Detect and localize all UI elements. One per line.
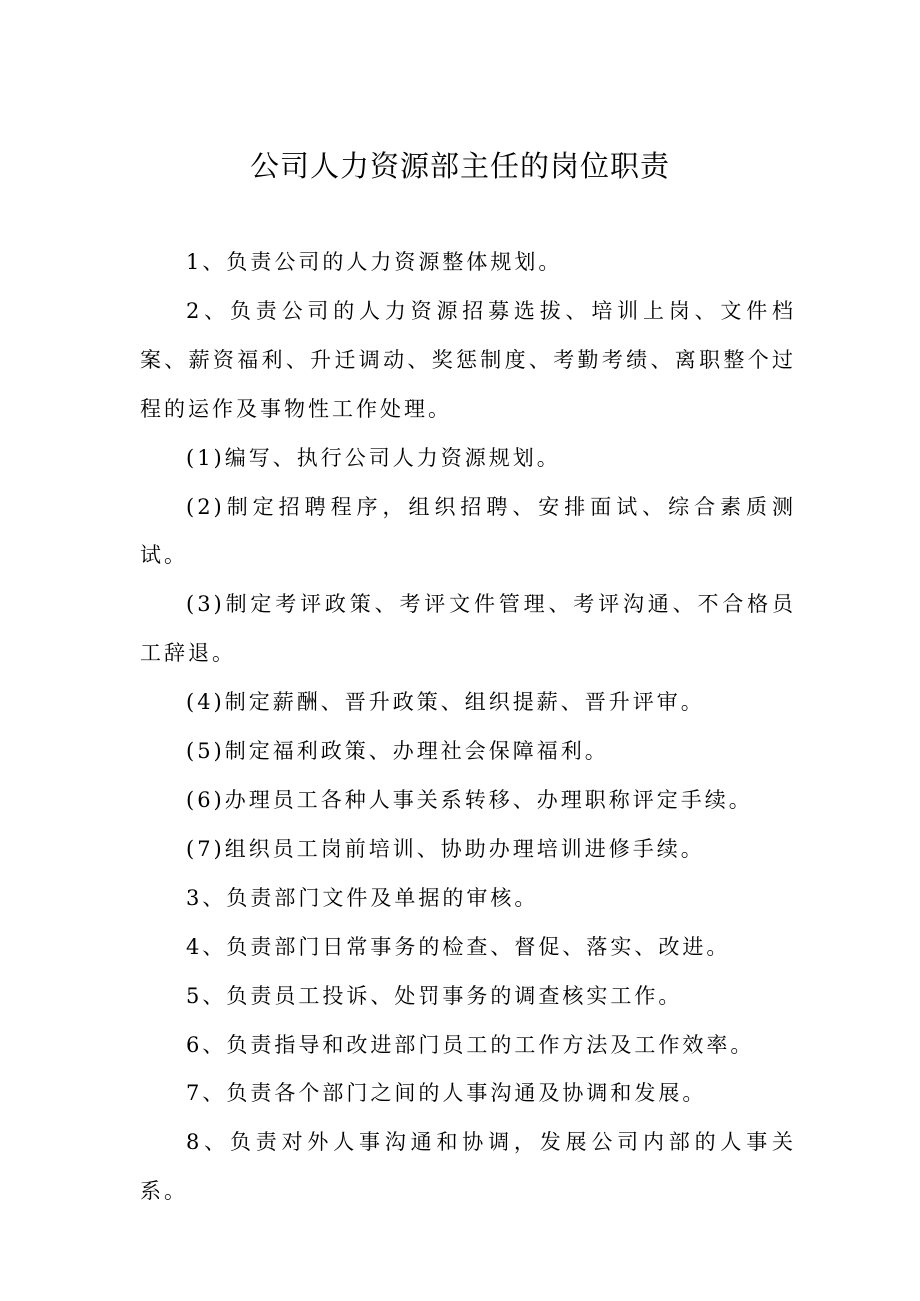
paragraph-2-3: (3)制定考评政策、考评文件管理、考评沟通、不合格员工辞退。: [140, 592, 796, 666]
paragraph-8: 8、负责对外人事沟通和协调，发展公司内部的人事关系。: [140, 1130, 796, 1204]
paragraph-4: 4、负责部门日常事务的检查、督促、落实、改进。: [186, 934, 731, 959]
paragraph-2-5: (5)制定福利政策、办理社会保障福利。: [186, 739, 609, 764]
paragraph-2-7: (7)组织员工岗前培训、协助办理培训进修手续。: [186, 836, 705, 861]
paragraph-6: 6、负责指导和改进部门员工的工作方法及工作效率。: [186, 1032, 755, 1057]
paragraph-1: 1、负责公司的人力资源整体规划。: [186, 250, 563, 274]
paragraph-7: 7、负责各个部门之间的人事沟通及协调和发展。: [186, 1081, 707, 1106]
paragraph-2: 2、负责公司的人力资源招募选拔、培训上岗、文件档案、薪资福利、升迁调动、奖惩制度、考勤考绩、离职整个过程的运作及事物性工作处理。: [140, 298, 796, 421]
paragraph-3: 3、负责部门文件及单据的审核。: [186, 885, 539, 910]
paragraph-2-1: (1)编写、执行公司人力资源规划。: [186, 445, 561, 470]
paragraph-5: 5、负责员工投诉、处罚事务的调查核实工作。: [186, 983, 683, 1008]
paragraph-2-6: (6)办理员工各种人事关系转移、办理职称评定手续。: [186, 787, 753, 812]
document-body: [140, 238, 796, 1216]
document-title: 公司人力资源部主任的岗位职责: [249, 149, 670, 183]
paragraph-2-4: (4)制定薪酬、晋升政策、组织提薪、晋升评审。: [186, 690, 705, 715]
paragraph-2-2: (2)制定招聘程序，组织招聘、安排面试、综合素质测试。: [140, 494, 796, 568]
